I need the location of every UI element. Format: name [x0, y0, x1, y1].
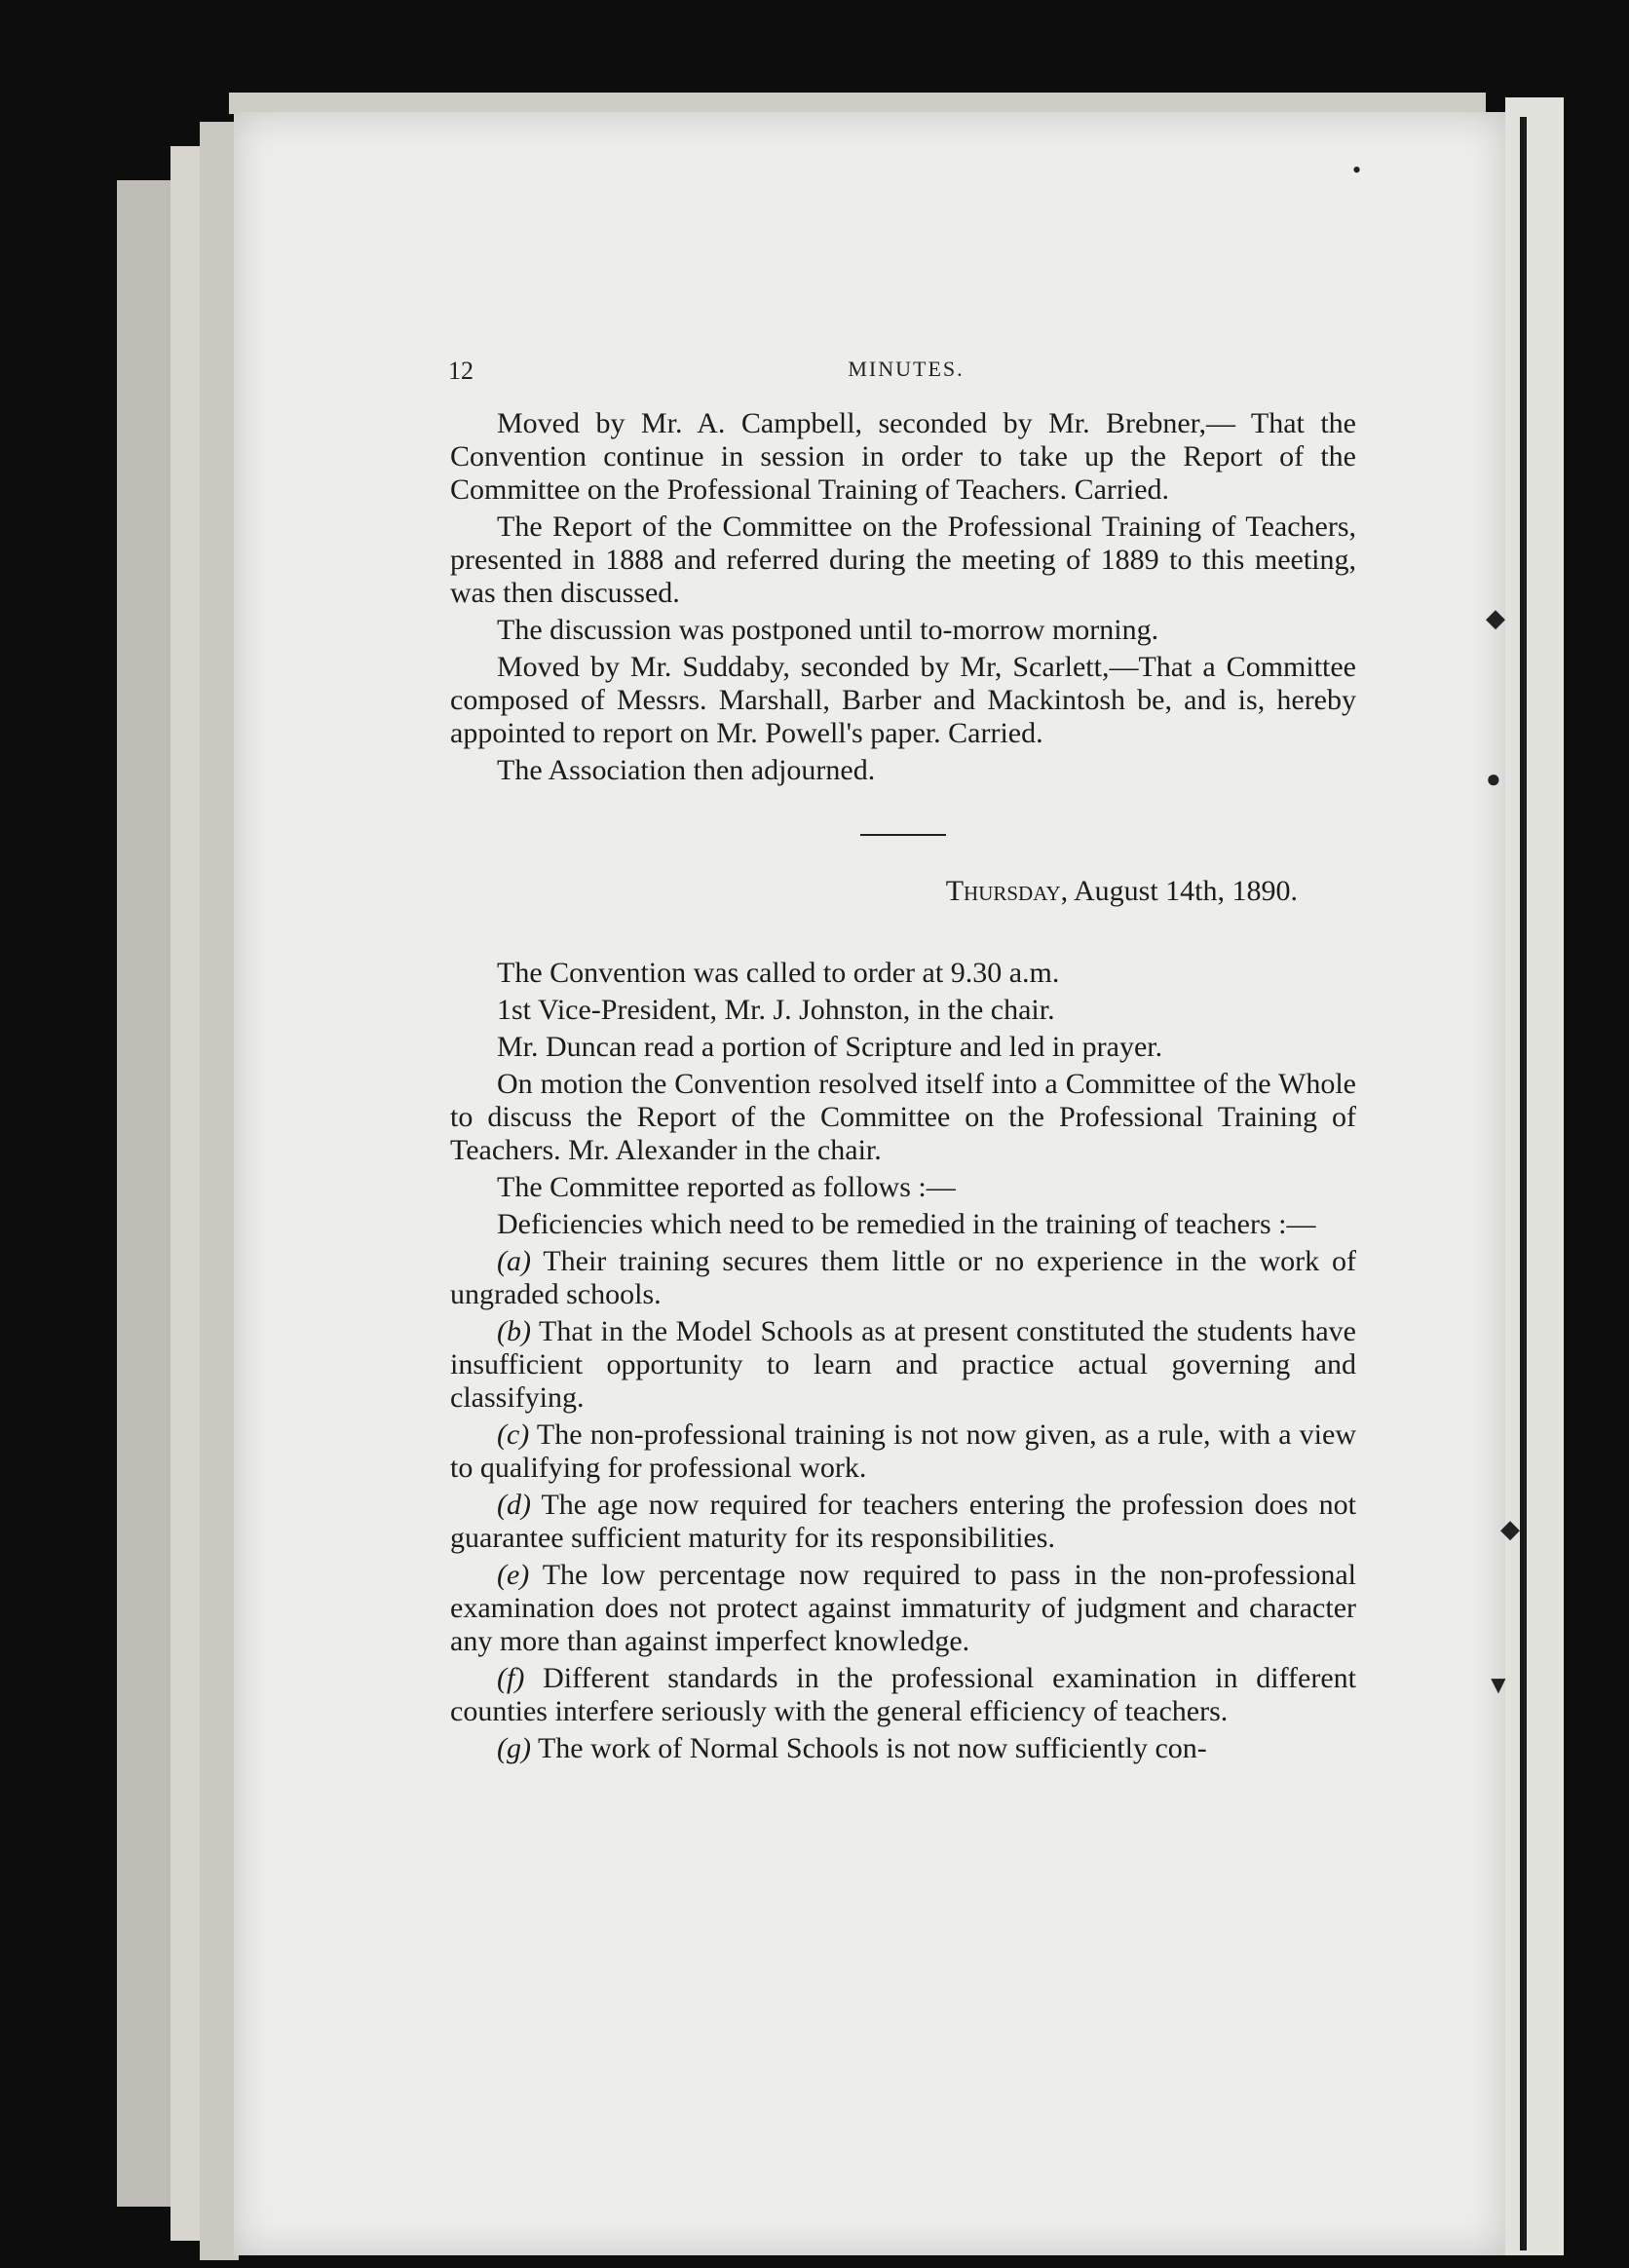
item-text: The non-professional training is not now given, as a rule, with a view to qualifying for professional work.	[450, 1418, 1356, 1484]
ink-speck-icon: •	[1352, 156, 1362, 184]
date-heading	[450, 875, 1356, 908]
item-letter: (f)	[497, 1662, 525, 1694]
list-item	[450, 1732, 1356, 1765]
item-letter: (c)	[497, 1418, 530, 1451]
gutter-binding-line	[1520, 117, 1527, 2250]
ink-speck-icon: ◆	[1500, 1515, 1520, 1543]
ink-speck-icon: ◆	[1486, 604, 1505, 632]
list-item	[450, 1559, 1356, 1658]
paragraph: Moved by Mr. A. Campbell, seconded by Mr. Brebner,— That the Convention continue in session in order to take up the Report of the Committee on the Professional Training of Teachers. Carried.	[450, 407, 1356, 506]
item-text: The work of Normal Schools is not now sufficiently con-	[537, 1732, 1207, 1764]
paragraph: The Association then adjourned.	[497, 754, 876, 786]
date-heading-day: Thursday,	[945, 875, 1069, 907]
page-edge	[200, 122, 239, 2260]
list-item	[450, 1315, 1356, 1415]
body-text	[450, 407, 1356, 1769]
item-letter: (a)	[497, 1245, 531, 1277]
list-item	[450, 1662, 1356, 1728]
page-top-edge	[229, 93, 1486, 114]
paragraph: The Committee reported as follows :—	[497, 1171, 956, 1203]
running-head	[448, 357, 1364, 386]
date-heading-date: August 14th, 1890.	[1073, 875, 1298, 907]
running-head-title: MINUTES.	[848, 357, 965, 381]
page-number: 12	[448, 357, 474, 385]
item-text: The age now required for teachers entering the profession does not guarantee sufficient maturity for its responsibilities.	[450, 1489, 1356, 1554]
list-item	[450, 1418, 1356, 1485]
item-text: That in the Model Schools as at present constituted the students have insufficient opportunity to learn and practice actual governing and classifying.	[450, 1315, 1356, 1414]
paragraph: 1st Vice-President, Mr. J. Johnston, in the chair.	[497, 994, 1055, 1026]
list-item	[450, 1245, 1356, 1311]
item-text: Different standards in the professional examination in different counties interfere seriously with the general efficiency of teachers.	[450, 1662, 1356, 1727]
book-gutter	[1505, 97, 1564, 2255]
section-divider	[860, 834, 946, 836]
item-letter: (b)	[497, 1315, 531, 1347]
list-item	[450, 1489, 1356, 1555]
item-text: The low percentage now required to pass in the non-professional examination does not protect against immaturity of judgment and character any more than against imperfect knowledge.	[450, 1559, 1356, 1657]
paragraph: Mr. Duncan read a portion of Scripture and led in prayer.	[497, 1031, 1163, 1063]
item-letter: (e)	[497, 1559, 530, 1591]
item-letter: (g)	[497, 1732, 531, 1764]
paragraph: The Report of the Committee on the Professional Training of Teachers, presented in 1888 and referred during the meeting of 1889 to this meeting, was then discussed.	[450, 510, 1356, 609]
paragraph: The Convention was called to order at 9.30 a.m.	[497, 957, 1060, 989]
ink-speck-icon: ▼	[1486, 1671, 1511, 1699]
ink-speck-icon: ●	[1486, 765, 1501, 793]
paragraph: On motion the Convention resolved itself into a Committee of the Whole to discuss the Report of the Committee on the Professional Training of Teachers. Mr. Alexander in the chair.	[450, 1068, 1356, 1166]
item-letter: (d)	[497, 1489, 531, 1521]
paragraph: The discussion was postponed until to-morrow morning.	[497, 614, 1159, 646]
paragraph: Deficiencies which need to be remedied in the training of teachers :—	[497, 1208, 1316, 1240]
item-text: Their training secures them little or no experience in the work of ungraded schools.	[450, 1245, 1357, 1310]
paragraph: Moved by Mr. Suddaby, seconded by Mr, Scarlett,—That a Committee composed of Messrs. Marshall, Barber and Mackintosh be, and is, hereby appointed to report on Mr. Powell's paper. Carried.	[450, 651, 1356, 749]
page-edge	[117, 180, 175, 2207]
